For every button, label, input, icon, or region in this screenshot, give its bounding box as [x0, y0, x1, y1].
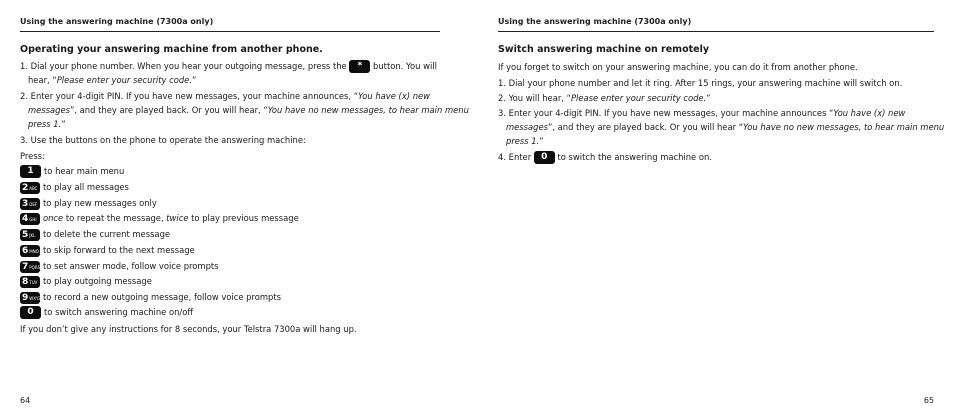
step-2-quote-2-cont: press 1.: [28, 119, 62, 129]
step-3-line-3: [498, 134, 544, 149]
command-description: to hear main menu: [44, 166, 125, 176]
command-row: [20, 306, 193, 319]
section-title: Switch answering machine on remotely: [498, 44, 710, 55]
step-3: 3. Use the buttons on the phone to operate the answering machine:: [20, 135, 306, 145]
command-description: once to repeat the message, twice to play previous message: [43, 213, 299, 223]
right-page: [498, 0, 945, 418]
step-3-quote: You have (x) new: [833, 108, 906, 118]
step-2-text: 2. Enter your 4-digit PIN. If you have new messages, your machine announces, “: [20, 91, 359, 101]
running-head: Using the answering machine (7300a only): [498, 17, 692, 26]
page-number: 65: [923, 396, 934, 405]
step-4: [498, 150, 712, 165]
step-2-quote: You have (x) new: [358, 91, 431, 101]
command-description: to play outgoing message: [43, 276, 152, 286]
step-3-quote-cont: messages: [506, 122, 549, 132]
step-1-text-cont: button. You will: [373, 61, 437, 71]
step-2-quote: Please enter your security code.: [570, 93, 707, 103]
step-4-text: 4. Enter: [498, 152, 532, 162]
command-description: to switch answering machine on/off: [44, 307, 194, 317]
key-9-icon: 9WXYZ: [22, 292, 42, 303]
command-row: [20, 228, 170, 241]
command-description: to play all messages: [43, 182, 129, 192]
step-2-quote-end: ”: [706, 93, 711, 103]
command-row: [20, 181, 129, 194]
key-3-icon: 3DEF: [20, 198, 40, 210]
step-1: 1. Dial your phone number and let it ring. After 15 rings, your answering machine will switch on.: [498, 78, 903, 88]
key-1-icon: 1: [20, 165, 41, 178]
press-label: Press:: [20, 151, 45, 161]
step-3-line-1: [498, 106, 905, 121]
timeout-note: If you don’t give any instructions for 8 seconds, your Telstra 7300a will hang up.: [20, 324, 357, 334]
step-2-text-cont: ”, and they are played back. Or you will hear, “: [70, 105, 268, 115]
command-description: to play new messages only: [43, 198, 157, 208]
step-2-line-1: [20, 89, 430, 104]
command-row: [20, 197, 157, 210]
command-description: to delete the current message: [43, 229, 171, 239]
step-1-text: 1. Dial your phone number. When you hear your outgoing message, press the: [20, 61, 347, 71]
step-2-line-3: [20, 117, 66, 132]
key-2-icon: 2ABC: [20, 182, 40, 194]
step-3-quote-2: You have no new messages, to hear main menu: [743, 122, 945, 132]
command-description: to set answer mode, follow voice prompts: [43, 261, 219, 271]
step-1-quote-end: ”: [192, 75, 197, 85]
key-8-icon: 8TUV: [20, 276, 40, 288]
command-row: [20, 275, 152, 288]
step-1-line-2: [20, 73, 196, 88]
step-2: [498, 91, 711, 106]
command-row: [20, 165, 124, 178]
header-rule: [20, 31, 440, 32]
step-3-text-cont: ”, and they are played back. Or you will hear “: [548, 122, 744, 132]
key-4-icon: 4GHI: [20, 213, 40, 225]
step-2-quote-2: You have no new messages, to hear main menu: [267, 105, 469, 115]
star-key-icon: *: [349, 60, 370, 73]
step-2-line-2: [20, 103, 469, 118]
key-0-icon: 0: [534, 151, 555, 164]
step-1-line-1: [20, 59, 437, 74]
step-2-quote-cont: messages: [28, 105, 71, 115]
running-head: Using the answering machine (7300a only): [20, 17, 214, 26]
step-4-text-cont: to switch the answering machine on.: [557, 152, 712, 162]
command-description: to skip forward to the next message: [43, 245, 195, 255]
step-3-text: 3. Enter your 4-digit PIN. If you have new messages, your machine announces “: [498, 108, 834, 118]
step-3-quote-end: ”: [539, 136, 544, 146]
intro-text: If you forget to switch on your answering machine, you can do it from another phone.: [498, 62, 858, 72]
key-5-icon: 5JKL: [20, 229, 40, 241]
key-7-icon: 7PQRS: [22, 261, 41, 272]
command-row: [20, 244, 195, 257]
page-number: 64: [20, 396, 31, 405]
command-row: [20, 212, 299, 225]
command-description: to record a new outgoing message, follow voice prompts: [43, 292, 281, 302]
step-2-quote-end: ”: [61, 119, 66, 129]
command-row: [20, 260, 219, 273]
key-6-icon: 6MNO: [22, 245, 39, 256]
command-row: [20, 291, 281, 304]
left-page: [20, 0, 469, 418]
step-1-hear: hear, “: [28, 75, 57, 85]
section-title: Operating your answering machine from another phone.: [20, 44, 323, 55]
step-3-line-2: [498, 120, 944, 135]
key-0-icon: 0: [20, 306, 41, 319]
header-rule: [498, 31, 934, 32]
step-3-quote-2-cont: press 1.: [506, 136, 540, 146]
step-2-text: 2. You will hear, “: [498, 93, 571, 103]
step-1-quote: Please enter your security code.: [56, 75, 192, 85]
